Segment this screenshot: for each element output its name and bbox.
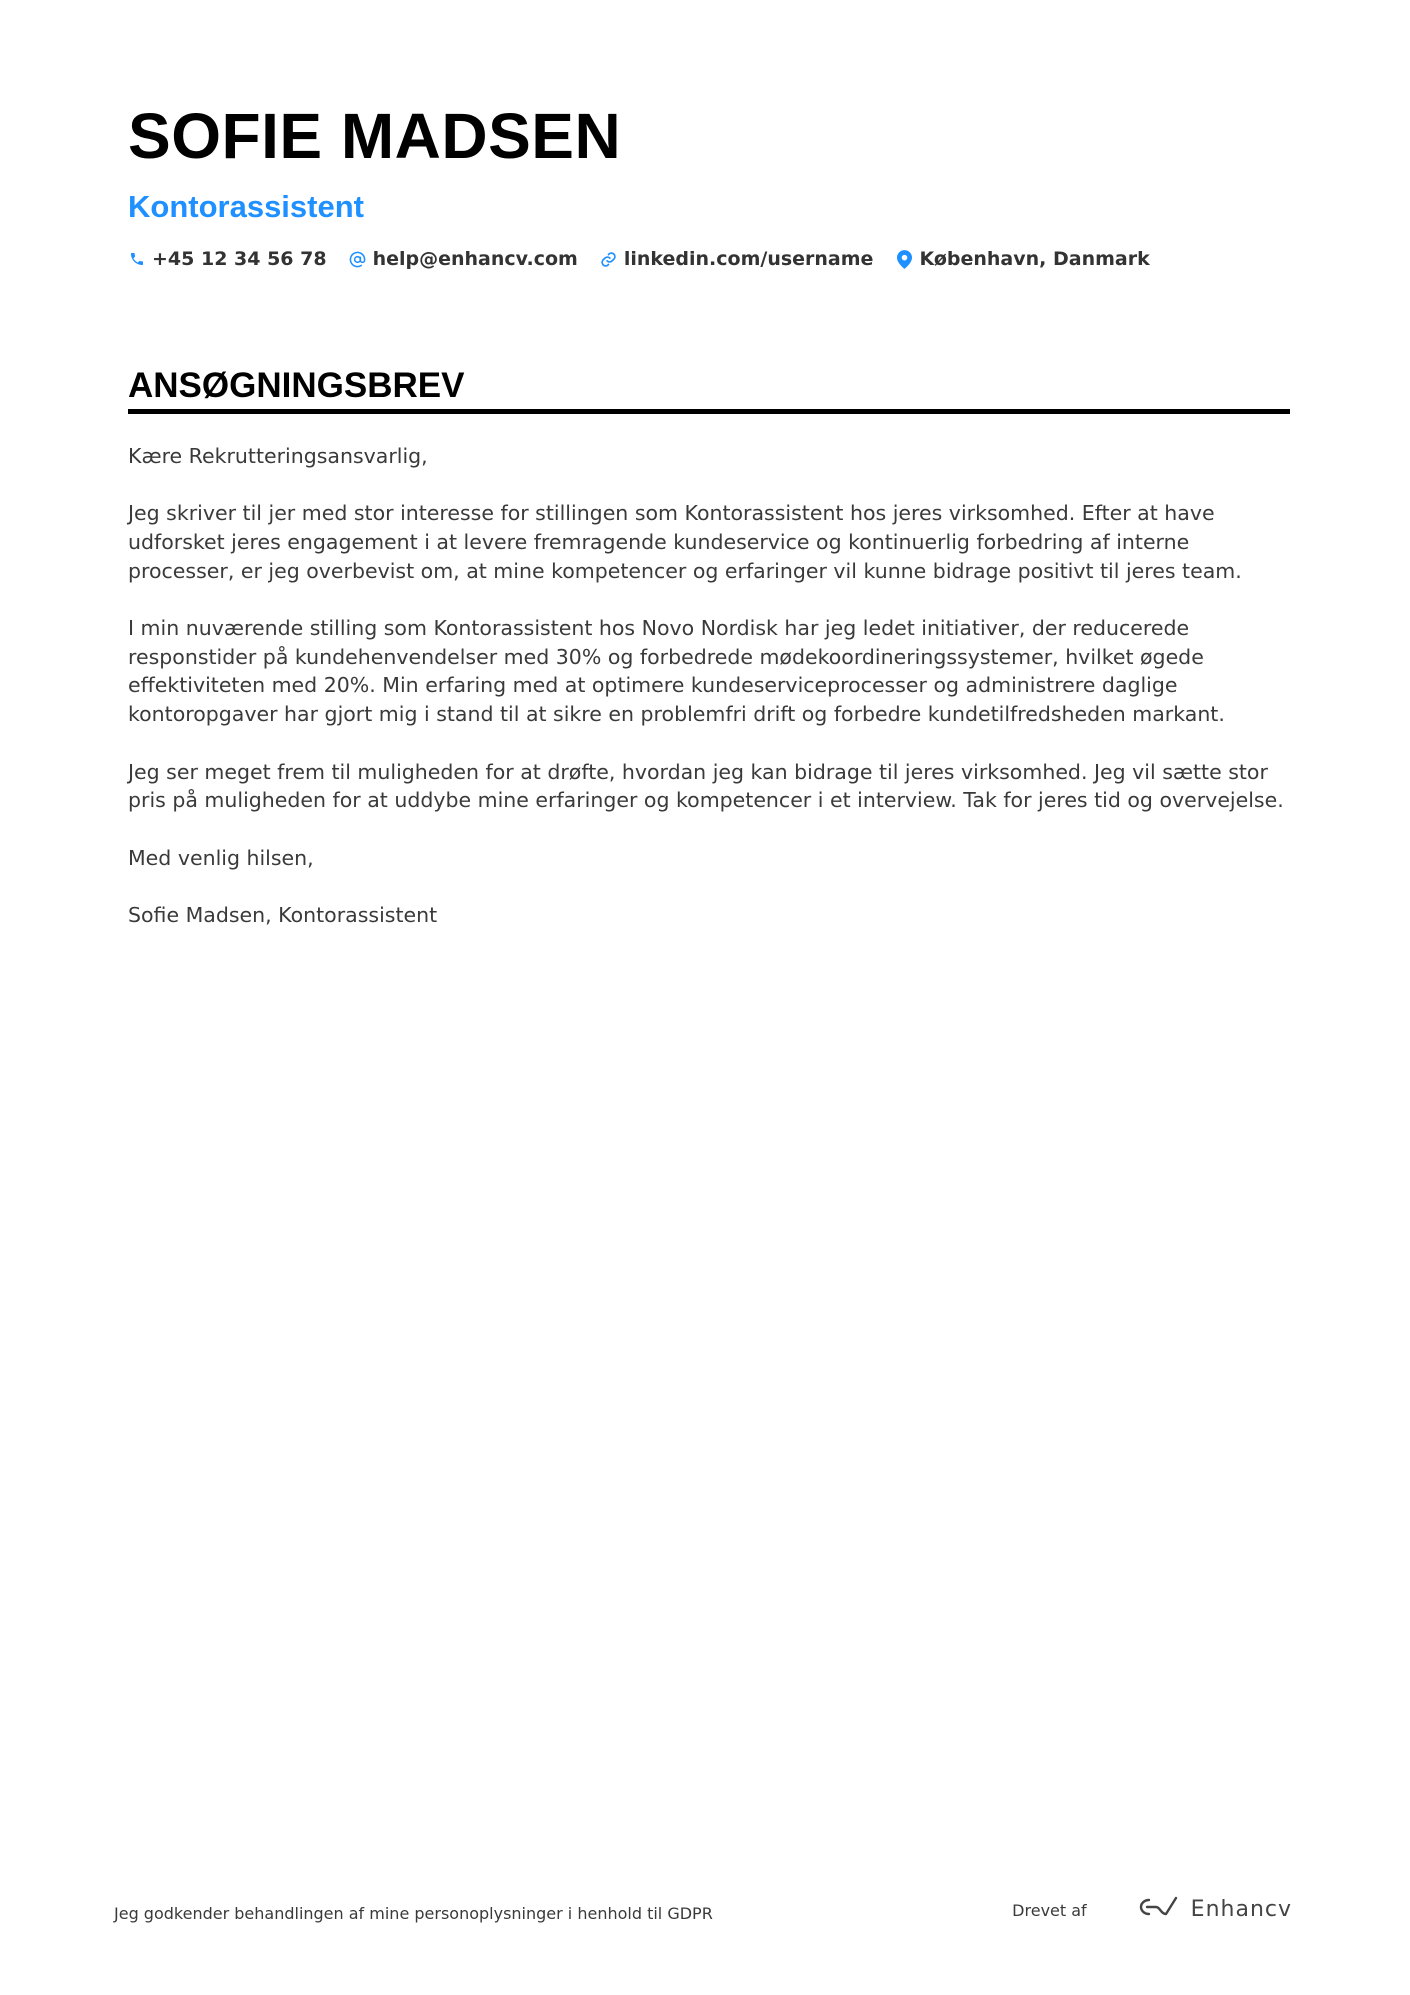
linkedin-url[interactable]: linkedin.com/username	[623, 248, 874, 271]
letter-paragraph: I min nuværende stilling som Kontorassistent hos Novo Nordisk har jeg ledet initiativer, der reducerede responstider på kundehenvendelser med 30% og forbedrede mødekoordineringssystemer, hvilket øgede effektiviteten med 20%. Min erfaring med at optimere kundeserviceprocesser og administrere daglige kontoropgaver har gjort mig i stand til at sikre en problemfri drift og forbedre kundetilfredsheden markant.	[128, 616, 1225, 727]
location: København, Danmark	[919, 248, 1150, 271]
letter-paragraph: Jeg skriver til jer med stor interesse for stillingen som Kontorassistent hos jeres virksomhed. Efter at have udforsket jeres engagement i at levere fremragende kundeservice og kontinuerlig forbedring af interne processer, er jeg overbevist om, at mine kompetencer og erfaringer vil kunne bidrage positivt til jeres team.	[128, 501, 1242, 583]
phone-number[interactable]: +45 12 34 56 78	[152, 248, 327, 271]
gdpr-consent-text: Jeg godkender behandlingen af mine personoplysninger i henhold til GDPR	[114, 1903, 713, 1923]
email-address[interactable]: help@enhancv.com	[372, 248, 578, 271]
contact-bar	[128, 248, 1290, 270]
at-icon	[349, 249, 367, 269]
powered-by-label: Drevet af	[1012, 1900, 1087, 1920]
enhancv-logo[interactable]	[1135, 1895, 1292, 1923]
contact-phone	[128, 248, 327, 270]
letter-paragraph: Jeg ser meget frem til muligheden for at drøfte, hvordan jeg kan bidrage til jeres virksomhed. Jeg vil sætte stor pris på muligheden for at uddybe mine erfaringer og kompetencer i et interview. Tak for jeres tid og overvejelse.	[128, 759, 1284, 813]
contact-email	[349, 248, 578, 270]
enhancv-logo-icon	[1135, 1895, 1181, 1923]
letter-closing: Med venlig hilsen,	[128, 845, 314, 870]
contact-location	[895, 248, 1149, 270]
page-footer	[114, 1890, 1292, 1923]
letter-greeting: Kære Rekrutteringsansvarlig,	[128, 443, 428, 468]
phone-icon	[128, 249, 146, 269]
applicant-name: SOFIE MADSEN	[128, 100, 622, 172]
location-pin-icon	[895, 249, 913, 269]
letter-signature: Sofie Madsen, Kontorassistent	[128, 903, 438, 928]
section-title: ANSØGNINGSBREV	[128, 368, 1290, 414]
link-icon	[600, 249, 618, 269]
letter-body	[128, 442, 1290, 930]
enhancv-logo-text: Enhancv	[1190, 1896, 1292, 1922]
contact-linkedin	[600, 248, 874, 270]
job-title: Kontorassistent	[128, 189, 364, 224]
cover-letter-content	[128, 100, 1290, 958]
